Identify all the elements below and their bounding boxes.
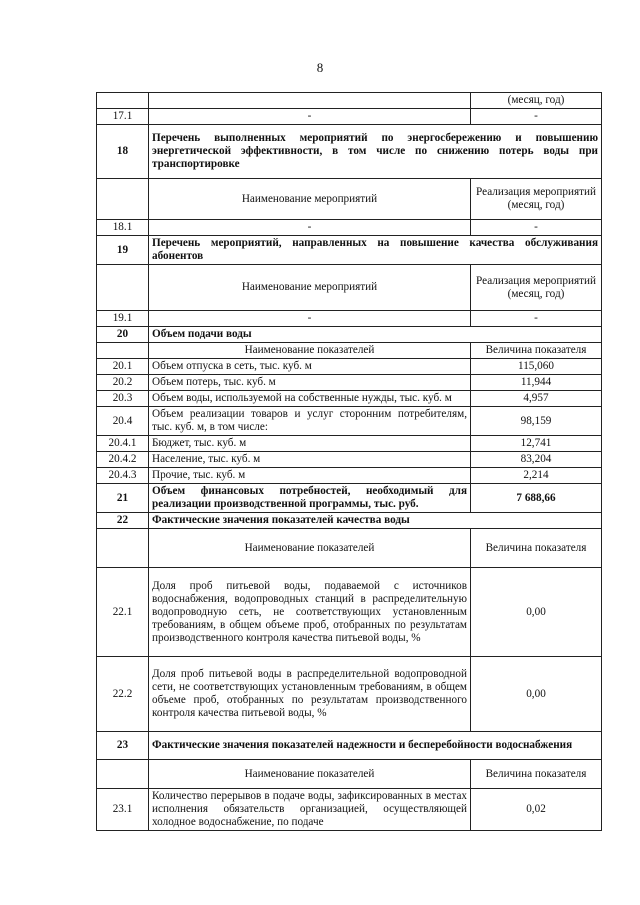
row-number: 20.4	[97, 407, 149, 436]
section-row	[97, 513, 602, 529]
section-title: Объем подачи воды	[149, 327, 602, 343]
column-header-row	[97, 529, 602, 568]
row-name: Объем воды, используемой на собственные нужды, тыс. куб. м	[149, 391, 471, 407]
row-value: 0,00	[471, 657, 602, 732]
page-number: 8	[316, 60, 324, 75]
section-title: Объем финансовых потребностей, необходимый для реализации производственной программы, тыс. руб.	[149, 484, 471, 513]
row-number	[97, 529, 149, 568]
row-number: 20.4.2	[97, 452, 149, 468]
table-row	[97, 359, 602, 375]
row-value: 4,957	[471, 391, 602, 407]
section-title: Перечень выполненных мероприятий по энергосбережению и повышению энергетической эффективности, в том числе по снижению потерь воды при транспортировке	[149, 125, 602, 179]
row-name: Объем потерь, тыс. куб. м	[149, 375, 471, 391]
row-number: 22.2	[97, 657, 149, 732]
column-header-name: Наименование мероприятий	[149, 179, 471, 220]
row-value: 98,159	[471, 407, 602, 436]
row-name: -	[149, 220, 471, 236]
column-header-row	[97, 343, 602, 359]
column-header-name: Наименование показателей	[149, 343, 471, 359]
row-name: Объем отпуска в сеть, тыс. куб. м	[149, 359, 471, 375]
table-row	[97, 220, 602, 236]
table-row	[97, 311, 602, 327]
row-value: 83,204	[471, 452, 602, 468]
column-header-value: Реализация мероприятий (месяц, год)	[471, 265, 602, 311]
row-value: 0,00	[471, 568, 602, 657]
row-value: (месяц, год)	[471, 93, 602, 109]
row-name: Объем реализации товаров и услуг сторонним потребителям, тыс. куб. м, в том числе:	[149, 407, 471, 436]
row-number: 20.4.1	[97, 436, 149, 452]
row-value: 115,060	[471, 359, 602, 375]
row-number: 23.1	[97, 789, 149, 831]
row-number: 20.3	[97, 391, 149, 407]
table-row	[97, 375, 602, 391]
column-header-value: Величина показателя	[471, 760, 602, 789]
table-row	[97, 657, 602, 732]
row-number: 20.2	[97, 375, 149, 391]
row-value: 2,214	[471, 468, 602, 484]
row-number	[97, 760, 149, 789]
section-title: Фактические значения показателей надежности и бесперебойности водоснабжения	[149, 732, 602, 760]
row-name: Доля проб питьевой воды, подаваемой с источников водоснабжения, водопроводных станций в распределительную водопроводную сеть, не соответствующих установленным требованиям, в общем объеме проб, отобранных по результатам производственного контроля качества питьевой воды, %	[149, 568, 471, 657]
row-name: Бюджет, тыс. куб. м	[149, 436, 471, 452]
row-value: 12,741	[471, 436, 602, 452]
row-value: -	[471, 220, 602, 236]
row-value: 0,02	[471, 789, 602, 831]
column-header-name: Наименование показателей	[149, 760, 471, 789]
column-header-row	[97, 179, 602, 220]
row-name: Доля проб питьевой воды в распределительной водопроводной сети, не соответствующих установленным требованиям, в общем объеме проб, отобранных по результатам производственного контроля качества питьевой воды, %	[149, 657, 471, 732]
section-value: 7 688,66	[471, 484, 602, 513]
column-header-value: Величина показателя	[471, 529, 602, 568]
table-row	[97, 789, 602, 831]
row-number: 18.1	[97, 220, 149, 236]
section-number: 23	[97, 732, 149, 760]
section-row	[97, 125, 602, 179]
section-number: 21	[97, 484, 149, 513]
row-name: Количество перерывов в подаче воды, зафиксированных в местах исполнения обязательств организацией, осуществляющей холодное водоснабжение, по подаче	[149, 789, 471, 831]
row-name: -	[149, 311, 471, 327]
row-number: 22.1	[97, 568, 149, 657]
row-name: -	[149, 109, 471, 125]
column-header-row	[97, 760, 602, 789]
section-title: Фактические значения показателей качества воды	[149, 513, 602, 529]
row-number: 20.4.3	[97, 468, 149, 484]
section-row	[97, 484, 602, 513]
row-name	[149, 93, 471, 109]
table-row	[97, 407, 602, 436]
production-program-table	[96, 92, 602, 831]
row-name: Прочие, тыс. куб. м	[149, 468, 471, 484]
table-row	[97, 109, 602, 125]
table-row	[97, 468, 602, 484]
row-number	[97, 179, 149, 220]
table-row	[97, 436, 602, 452]
row-value: -	[471, 311, 602, 327]
section-row	[97, 732, 602, 760]
row-value: -	[471, 109, 602, 125]
section-row	[97, 327, 602, 343]
row-number: 17.1	[97, 109, 149, 125]
column-header-name: Наименование показателей	[149, 529, 471, 568]
section-row	[97, 236, 602, 265]
column-header-row	[97, 265, 602, 311]
column-header-value: Реализация мероприятий (месяц, год)	[471, 179, 602, 220]
row-name: Население, тыс. куб. м	[149, 452, 471, 468]
table-row	[97, 452, 602, 468]
table-row	[97, 568, 602, 657]
section-number: 20	[97, 327, 149, 343]
row-number	[97, 343, 149, 359]
section-number: 19	[97, 236, 149, 265]
row-number	[97, 93, 149, 109]
row-value: 11,944	[471, 375, 602, 391]
table-row	[97, 391, 602, 407]
section-number: 22	[97, 513, 149, 529]
column-header-name: Наименование мероприятий	[149, 265, 471, 311]
row-number: 20.1	[97, 359, 149, 375]
table-row	[97, 93, 602, 109]
section-title: Перечень мероприятий, направленных на повышение качества обслуживания абонентов	[149, 236, 602, 265]
row-number	[97, 265, 149, 311]
column-header-value: Величина показателя	[471, 343, 602, 359]
row-number: 19.1	[97, 311, 149, 327]
section-number: 18	[97, 125, 149, 179]
